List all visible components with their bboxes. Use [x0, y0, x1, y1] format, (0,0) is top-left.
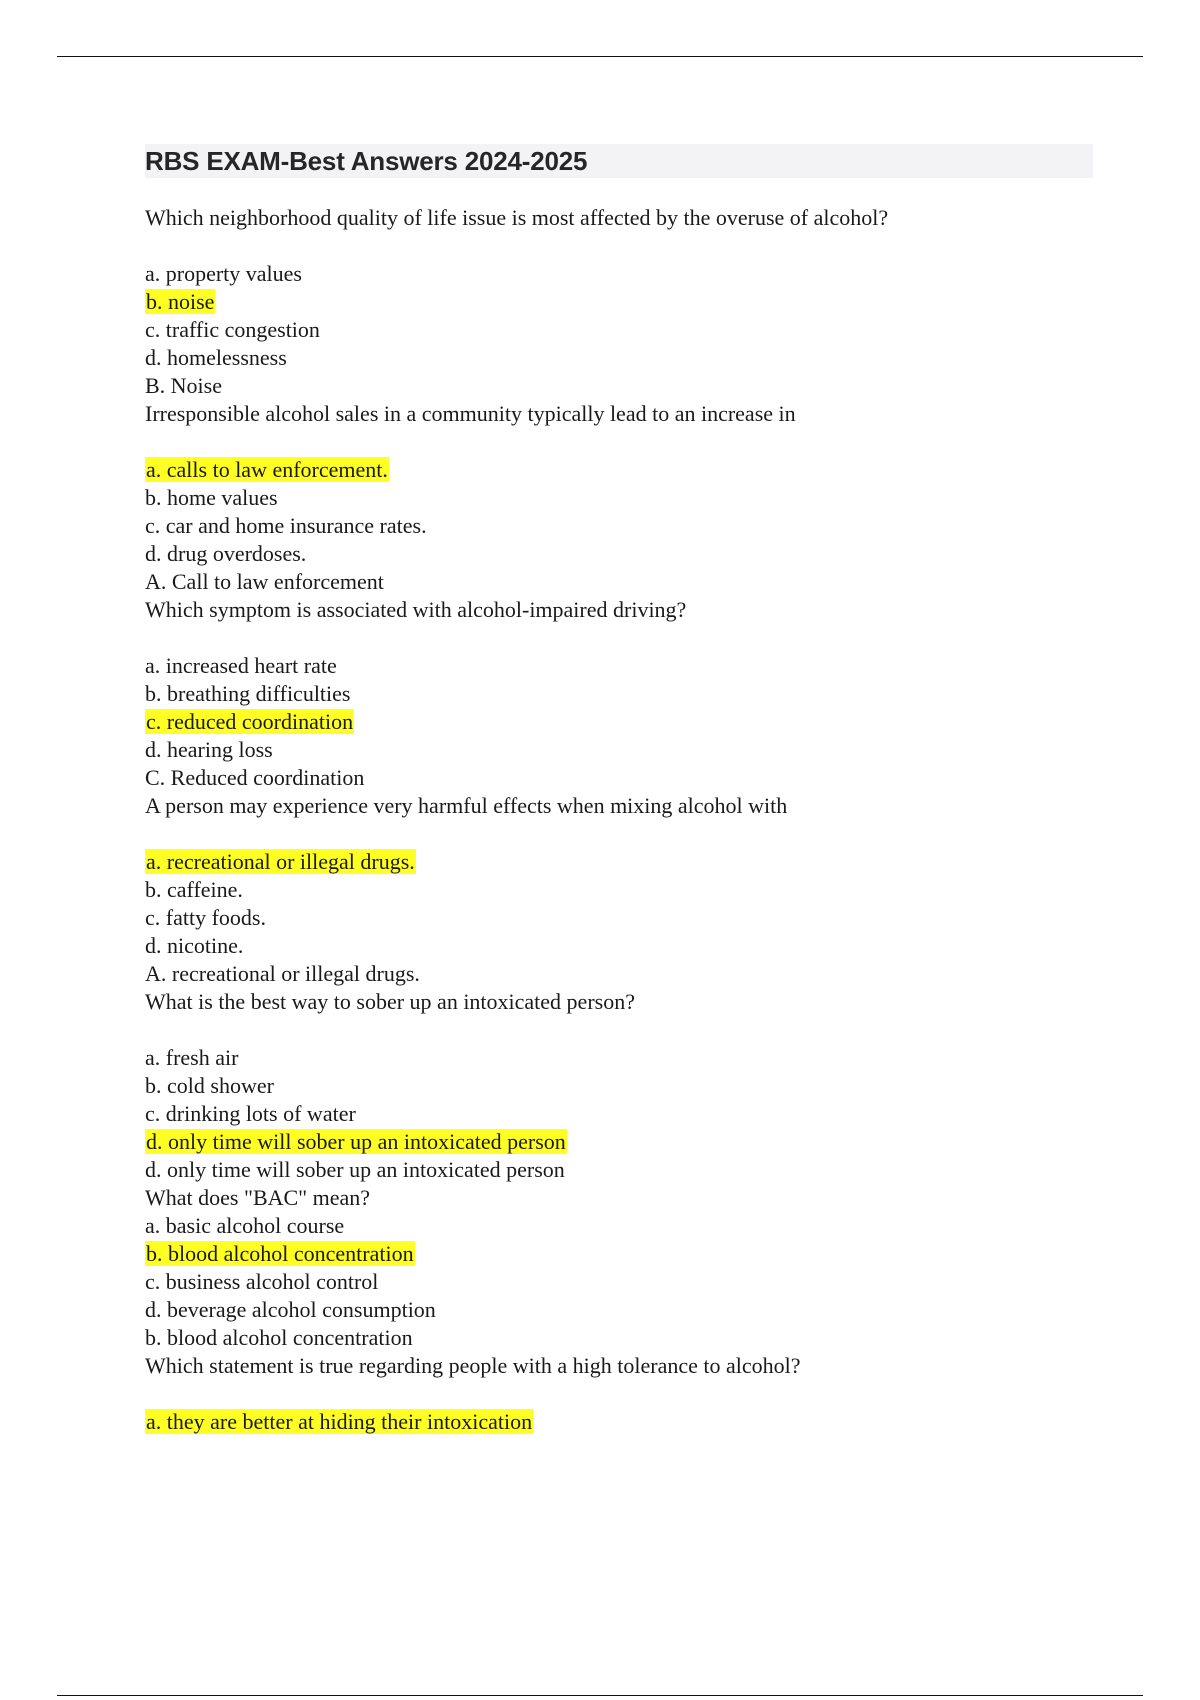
- answer-option: [145, 484, 1093, 512]
- answer-option: [145, 1296, 1093, 1324]
- highlighted-answer-option: b. noise: [146, 289, 215, 314]
- question-block: [145, 792, 1093, 988]
- answer-option-text: d. homelessness: [145, 345, 287, 370]
- question-block: [145, 988, 1093, 1184]
- answer-option: [145, 1408, 1093, 1436]
- correct-answer: A. recreational or illegal drugs.: [145, 961, 420, 986]
- answer-option: [145, 260, 1093, 288]
- highlighted-answer-option: d. only time will sober up an intoxicated person: [146, 1129, 566, 1154]
- answer-option: [145, 904, 1093, 932]
- answer-option-text: d. nicotine.: [145, 933, 244, 958]
- answer-option: [145, 1100, 1093, 1128]
- answer-option-text: a. increased heart rate: [145, 653, 337, 678]
- correct-answer: d. only time will sober up an intoxicated person: [145, 1157, 565, 1182]
- question-block: [145, 400, 1093, 596]
- spacer: [145, 232, 1093, 260]
- answer-option: [145, 932, 1093, 960]
- answer-option: [145, 288, 1093, 316]
- question-text: What is the best way to sober up an intoxicated person?: [145, 989, 635, 1014]
- answer-option: [145, 1268, 1093, 1296]
- answer-option-text: d. beverage alcohol consumption: [145, 1297, 436, 1322]
- question-block: [145, 204, 1093, 400]
- answer-option-text: d. drug overdoses.: [145, 541, 307, 566]
- spacer: [145, 1380, 1093, 1408]
- answer-option-text: d. hearing loss: [145, 737, 273, 762]
- answer-option-text: a. fresh air: [145, 1045, 239, 1070]
- answer-option: [145, 848, 1093, 876]
- highlighted-answer-option: a. they are better at hiding their intoxication: [146, 1409, 533, 1434]
- answer-option: [145, 1072, 1093, 1100]
- document-body: [145, 144, 1093, 1436]
- answer-option-text: c. fatty foods.: [145, 905, 266, 930]
- answer-option: [145, 316, 1093, 344]
- spacer: [145, 624, 1093, 652]
- highlighted-answer-option: c. reduced coordination: [146, 709, 354, 734]
- answer-option: [145, 876, 1093, 904]
- page-title: RBS EXAM-Best Answers 2024-2025: [145, 145, 588, 176]
- correct-answer: A. Call to law enforcement: [145, 569, 384, 594]
- answer-option: [145, 680, 1093, 708]
- question-text: A person may experience very harmful effects when mixing alcohol with: [145, 793, 788, 818]
- answer-option: [145, 456, 1093, 484]
- answer-option: [145, 344, 1093, 372]
- answer-option-text: c. traffic congestion: [145, 317, 320, 342]
- answer-option: [145, 1128, 1093, 1156]
- spacer: [145, 428, 1093, 456]
- question-block: [145, 1184, 1093, 1352]
- answer-option-text: a. basic alcohol course: [145, 1213, 345, 1238]
- question-text: Which neighborhood quality of life issue is most affected by the overuse of alcohol?: [145, 205, 889, 230]
- answer-option: [145, 1044, 1093, 1072]
- answer-option-text: a. property values: [145, 261, 302, 286]
- question-text: Which statement is true regarding people with a high tolerance to alcohol?: [145, 1353, 801, 1378]
- question-text: Which symptom is associated with alcohol-impaired driving?: [145, 597, 687, 622]
- highlighted-answer-option: a. calls to law enforcement.: [146, 457, 388, 482]
- question-list: [145, 204, 1093, 1436]
- correct-answer: B. Noise: [145, 373, 222, 398]
- question-text: Irresponsible alcohol sales in a community typically lead to an increase in: [145, 401, 796, 426]
- header-rule: [57, 56, 1143, 57]
- footer-rule: [57, 1695, 1143, 1696]
- answer-option: [145, 540, 1093, 568]
- answer-option-text: c. drinking lots of water: [145, 1101, 356, 1126]
- answer-option-text: b. caffeine.: [145, 877, 243, 902]
- answer-option-text: b. home values: [145, 485, 278, 510]
- correct-answer: C. Reduced coordination: [145, 765, 365, 790]
- highlighted-answer-option: b. blood alcohol concentration: [146, 1241, 414, 1266]
- answer-option: [145, 512, 1093, 540]
- highlighted-answer-option: a. recreational or illegal drugs.: [146, 849, 415, 874]
- answer-option-text: b. cold shower: [145, 1073, 274, 1098]
- answer-option-text: b. breathing difficulties: [145, 681, 351, 706]
- spacer: [145, 820, 1093, 848]
- answer-option: [145, 1212, 1093, 1240]
- answer-option-text: c. car and home insurance rates.: [145, 513, 427, 538]
- spacer: [145, 1016, 1093, 1044]
- answer-option: [145, 736, 1093, 764]
- answer-option-text: c. business alcohol control: [145, 1269, 379, 1294]
- question-text: What does "BAC" mean?: [145, 1185, 371, 1210]
- title-bar: [145, 144, 1093, 178]
- answer-option: [145, 708, 1093, 736]
- correct-answer: b. blood alcohol concentration: [145, 1325, 413, 1350]
- answer-option: [145, 1240, 1093, 1268]
- question-block: [145, 1352, 1093, 1436]
- question-block: [145, 596, 1093, 792]
- answer-option: [145, 652, 1093, 680]
